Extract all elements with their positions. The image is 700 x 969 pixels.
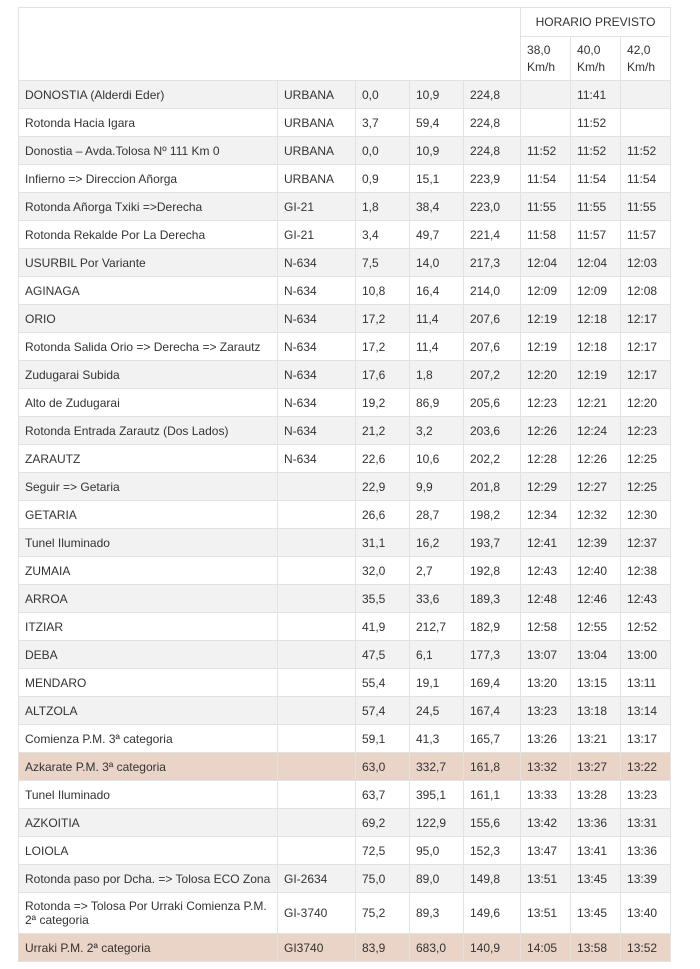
time-42-cell: 12:17: [621, 333, 671, 361]
partial-cell: 89,0: [410, 865, 464, 893]
time-42-cell: 12:08: [621, 277, 671, 305]
road-cell: URBANA: [278, 137, 356, 165]
time-40-cell: 13:15: [571, 669, 621, 697]
partial-cell: 14,0: [410, 249, 464, 277]
table-row-highlighted: [19, 934, 671, 962]
time-38-cell: 12:04: [521, 249, 571, 277]
remaining-cell: 149,6: [464, 893, 521, 934]
time-38-cell: 12:26: [521, 417, 571, 445]
partial-cell: 11,4: [410, 333, 464, 361]
time-42-cell: [621, 109, 671, 137]
remaining-cell: 205,6: [464, 389, 521, 417]
place-cell: Zudugarai Subida: [19, 361, 278, 389]
time-42-cell: 13:00: [621, 641, 671, 669]
time-40-cell: 11:52: [571, 137, 621, 165]
schedule-group-header: HORARIO PREVISTO: [521, 8, 671, 37]
time-42-cell: 13:11: [621, 669, 671, 697]
remaining-cell: 217,3: [464, 249, 521, 277]
table-row: [19, 417, 671, 445]
km-cell: 10,8: [356, 277, 410, 305]
remaining-cell: 177,3: [464, 641, 521, 669]
time-38-cell: 13:20: [521, 669, 571, 697]
remaining-cell: 152,3: [464, 837, 521, 865]
time-40-cell: 12:40: [571, 557, 621, 585]
time-38-cell: 13:23: [521, 697, 571, 725]
road-cell: N-634: [278, 389, 356, 417]
table-row: [19, 445, 671, 473]
place-cell: ALTZOLA: [19, 697, 278, 725]
time-40-cell: 11:55: [571, 193, 621, 221]
time-42-cell: 12:25: [621, 445, 671, 473]
place-cell: Alto de Zudugarai: [19, 389, 278, 417]
time-42-cell: 11:55: [621, 193, 671, 221]
time-40-cell: 12:21: [571, 389, 621, 417]
road-cell: [278, 473, 356, 501]
remaining-cell: 224,8: [464, 81, 521, 109]
km-cell: 32,0: [356, 557, 410, 585]
partial-cell: 395,1: [410, 781, 464, 809]
place-cell: Tunel Iluminado: [19, 781, 278, 809]
time-38-cell: 13:47: [521, 837, 571, 865]
km-cell: 75,2: [356, 893, 410, 934]
place-cell: ZUMAIA: [19, 557, 278, 585]
km-cell: 69,2: [356, 809, 410, 837]
time-42-cell: 12:52: [621, 613, 671, 641]
partial-cell: 9,9: [410, 473, 464, 501]
partial-cell: 59,4: [410, 109, 464, 137]
road-cell: GI-21: [278, 221, 356, 249]
road-cell: N-634: [278, 361, 356, 389]
time-40-cell: 13:18: [571, 697, 621, 725]
time-40-cell: 12:18: [571, 333, 621, 361]
time-42-cell: 12:43: [621, 585, 671, 613]
road-cell: GI-3740: [278, 893, 356, 934]
remaining-cell: 223,0: [464, 193, 521, 221]
km-cell: 57,4: [356, 697, 410, 725]
time-42-cell: 11:57: [621, 221, 671, 249]
time-40-cell: 12:26: [571, 445, 621, 473]
partial-cell: 3,2: [410, 417, 464, 445]
km-cell: 0,0: [356, 81, 410, 109]
partial-cell: 95,0: [410, 837, 464, 865]
road-cell: [278, 697, 356, 725]
table-row: [19, 781, 671, 809]
time-40-cell: 12:27: [571, 473, 621, 501]
time-42-cell: 12:17: [621, 305, 671, 333]
km-cell: 83,9: [356, 934, 410, 962]
remaining-cell: 198,2: [464, 501, 521, 529]
km-cell: 35,5: [356, 585, 410, 613]
time-38-cell: 12:19: [521, 305, 571, 333]
time-38-cell: 13:33: [521, 781, 571, 809]
table-row: [19, 333, 671, 361]
partial-cell: 28,7: [410, 501, 464, 529]
road-cell: [278, 557, 356, 585]
speed-header-40: 40,0 Km/h: [571, 37, 621, 81]
partial-cell: 10,6: [410, 445, 464, 473]
place-cell: MENDARO: [19, 669, 278, 697]
place-cell: Azkarate P.M. 3ª categoria: [19, 753, 278, 781]
km-cell: 17,2: [356, 305, 410, 333]
partial-cell: 24,5: [410, 697, 464, 725]
km-cell: 1,8: [356, 193, 410, 221]
table-header: [19, 8, 671, 81]
time-42-cell: 13:39: [621, 865, 671, 893]
partial-cell: 16,2: [410, 529, 464, 557]
time-40-cell: 12:04: [571, 249, 621, 277]
table-row: [19, 725, 671, 753]
time-42-cell: 12:17: [621, 361, 671, 389]
time-38-cell: 12:43: [521, 557, 571, 585]
place-cell: DONOSTIA (Alderdi Eder): [19, 81, 278, 109]
remaining-cell: 201,8: [464, 473, 521, 501]
time-38-cell: 13:32: [521, 753, 571, 781]
km-cell: 22,6: [356, 445, 410, 473]
time-38-cell: 11:58: [521, 221, 571, 249]
table-row: [19, 249, 671, 277]
road-cell: [278, 725, 356, 753]
partial-cell: 41,3: [410, 725, 464, 753]
remaining-cell: 167,4: [464, 697, 521, 725]
time-42-cell: 12:03: [621, 249, 671, 277]
table-row: [19, 137, 671, 165]
time-38-cell: 13:42: [521, 809, 571, 837]
time-38-cell: 12:34: [521, 501, 571, 529]
time-42-cell: 13:14: [621, 697, 671, 725]
place-cell: AZKOITIA: [19, 809, 278, 837]
time-42-cell: 11:54: [621, 165, 671, 193]
road-cell: [278, 669, 356, 697]
remaining-cell: 161,1: [464, 781, 521, 809]
partial-cell: 86,9: [410, 389, 464, 417]
table-row: [19, 837, 671, 865]
time-42-cell: 13:36: [621, 837, 671, 865]
table-row: [19, 613, 671, 641]
remaining-cell: 203,6: [464, 417, 521, 445]
time-40-cell: 12:32: [571, 501, 621, 529]
time-42-cell: 13:22: [621, 753, 671, 781]
place-cell: ITZIAR: [19, 613, 278, 641]
remaining-cell: 149,8: [464, 865, 521, 893]
time-38-cell: 12:19: [521, 333, 571, 361]
road-cell: N-634: [278, 445, 356, 473]
place-cell: Tunel Iluminado: [19, 529, 278, 557]
table-body: [19, 81, 671, 962]
time-42-cell: 12:37: [621, 529, 671, 557]
road-cell: N-634: [278, 277, 356, 305]
schedule-table: [18, 7, 671, 962]
table-row: [19, 697, 671, 725]
km-cell: 55,4: [356, 669, 410, 697]
remaining-cell: 223,9: [464, 165, 521, 193]
km-cell: 17,6: [356, 361, 410, 389]
table-row: [19, 641, 671, 669]
place-cell: Urraki P.M. 2ª categoria: [19, 934, 278, 962]
remaining-cell: 207,2: [464, 361, 521, 389]
time-38-cell: 14:05: [521, 934, 571, 962]
road-cell: [278, 781, 356, 809]
road-cell: URBANA: [278, 81, 356, 109]
time-40-cell: 13:28: [571, 781, 621, 809]
remaining-cell: 169,4: [464, 669, 521, 697]
remaining-cell: 202,2: [464, 445, 521, 473]
road-cell: [278, 837, 356, 865]
time-42-cell: [621, 81, 671, 109]
partial-cell: 212,7: [410, 613, 464, 641]
place-cell: Comienza P.M. 3ª categoria: [19, 725, 278, 753]
km-cell: 63,0: [356, 753, 410, 781]
time-42-cell: 13:52: [621, 934, 671, 962]
time-40-cell: 13:36: [571, 809, 621, 837]
table-row: [19, 501, 671, 529]
km-cell: 21,2: [356, 417, 410, 445]
km-cell: 31,1: [356, 529, 410, 557]
road-cell: [278, 641, 356, 669]
route-schedule: [18, 7, 670, 962]
place-cell: AGINAGA: [19, 277, 278, 305]
time-40-cell: 12:09: [571, 277, 621, 305]
place-cell: Rotonda Entrada Zarautz (Dos Lados): [19, 417, 278, 445]
road-cell: [278, 529, 356, 557]
time-40-cell: 13:04: [571, 641, 621, 669]
time-38-cell: 11:52: [521, 137, 571, 165]
road-cell: GI3740: [278, 934, 356, 962]
table-row: [19, 361, 671, 389]
remaining-cell: 189,3: [464, 585, 521, 613]
time-40-cell: 12:39: [571, 529, 621, 557]
time-42-cell: 12:30: [621, 501, 671, 529]
partial-cell: 332,7: [410, 753, 464, 781]
time-40-cell: 13:45: [571, 893, 621, 934]
time-40-cell: 12:19: [571, 361, 621, 389]
time-40-cell: 13:41: [571, 837, 621, 865]
road-cell: [278, 501, 356, 529]
remaining-cell: 182,9: [464, 613, 521, 641]
partial-cell: 15,1: [410, 165, 464, 193]
time-38-cell: 13:07: [521, 641, 571, 669]
table-row: [19, 165, 671, 193]
km-cell: 59,1: [356, 725, 410, 753]
remaining-cell: 193,7: [464, 529, 521, 557]
place-cell: Rotonda => Tolosa Por Urraki Comienza P.M. 2ª categoria: [19, 893, 278, 934]
time-42-cell: 12:25: [621, 473, 671, 501]
time-38-cell: 12:58: [521, 613, 571, 641]
place-cell: DEBA: [19, 641, 278, 669]
place-cell: GETARIA: [19, 501, 278, 529]
km-cell: 72,5: [356, 837, 410, 865]
partial-cell: 2,7: [410, 557, 464, 585]
time-40-cell: 13:45: [571, 865, 621, 893]
table-row: [19, 193, 671, 221]
time-38-cell: 13:51: [521, 865, 571, 893]
road-cell: GI-2634: [278, 865, 356, 893]
remaining-cell: 224,8: [464, 137, 521, 165]
km-cell: 47,5: [356, 641, 410, 669]
road-cell: URBANA: [278, 109, 356, 137]
time-38-cell: 13:51: [521, 893, 571, 934]
table-row: [19, 109, 671, 137]
time-40-cell: 13:21: [571, 725, 621, 753]
remaining-cell: 140,9: [464, 934, 521, 962]
partial-cell: 10,9: [410, 137, 464, 165]
table-row: [19, 865, 671, 893]
table-row: [19, 809, 671, 837]
time-42-cell: 12:38: [621, 557, 671, 585]
table-row-highlighted: [19, 753, 671, 781]
table-row: [19, 585, 671, 613]
km-cell: 3,4: [356, 221, 410, 249]
partial-cell: 683,0: [410, 934, 464, 962]
time-38-cell: 12:41: [521, 529, 571, 557]
remaining-cell: 224,8: [464, 109, 521, 137]
time-42-cell: 12:20: [621, 389, 671, 417]
time-42-cell: 13:23: [621, 781, 671, 809]
partial-cell: 38,4: [410, 193, 464, 221]
place-cell: Rotonda Añorga Txiki =>Derecha: [19, 193, 278, 221]
time-38-cell: 12:23: [521, 389, 571, 417]
remaining-cell: 161,8: [464, 753, 521, 781]
header-blank: [19, 8, 521, 81]
road-cell: [278, 585, 356, 613]
time-42-cell: 12:23: [621, 417, 671, 445]
km-cell: 63,7: [356, 781, 410, 809]
time-40-cell: 12:55: [571, 613, 621, 641]
km-cell: 75,0: [356, 865, 410, 893]
time-40-cell: 13:27: [571, 753, 621, 781]
place-cell: LOIOLA: [19, 837, 278, 865]
time-40-cell: 13:58: [571, 934, 621, 962]
time-40-cell: 12:18: [571, 305, 621, 333]
speed-header-42: 42,0 Km/h: [621, 37, 671, 81]
km-cell: 7,5: [356, 249, 410, 277]
road-cell: [278, 753, 356, 781]
remaining-cell: 221,4: [464, 221, 521, 249]
table-row: [19, 305, 671, 333]
table-row: [19, 81, 671, 109]
km-cell: 22,9: [356, 473, 410, 501]
time-42-cell: 13:17: [621, 725, 671, 753]
time-38-cell: [521, 109, 571, 137]
time-40-cell: 11:52: [571, 109, 621, 137]
table-row: [19, 473, 671, 501]
time-38-cell: 12:48: [521, 585, 571, 613]
road-cell: [278, 809, 356, 837]
partial-cell: 6,1: [410, 641, 464, 669]
road-cell: N-634: [278, 333, 356, 361]
partial-cell: 33,6: [410, 585, 464, 613]
table-row: [19, 389, 671, 417]
time-38-cell: 13:26: [521, 725, 571, 753]
partial-cell: 89,3: [410, 893, 464, 934]
place-cell: Donostia – Avda.Tolosa Nº 111 Km 0: [19, 137, 278, 165]
time-38-cell: 12:09: [521, 277, 571, 305]
km-cell: 0,9: [356, 165, 410, 193]
remaining-cell: 214,0: [464, 277, 521, 305]
road-cell: [278, 613, 356, 641]
table-row: [19, 557, 671, 585]
time-38-cell: 12:28: [521, 445, 571, 473]
remaining-cell: 155,6: [464, 809, 521, 837]
time-38-cell: [521, 81, 571, 109]
road-cell: N-634: [278, 305, 356, 333]
km-cell: 17,2: [356, 333, 410, 361]
time-38-cell: 12:20: [521, 361, 571, 389]
road-cell: URBANA: [278, 165, 356, 193]
table-row: [19, 221, 671, 249]
km-cell: 0,0: [356, 137, 410, 165]
partial-cell: 19,1: [410, 669, 464, 697]
partial-cell: 10,9: [410, 81, 464, 109]
place-cell: Rotonda Rekalde Por La Derecha: [19, 221, 278, 249]
place-cell: Rotonda paso por Dcha. => Tolosa ECO Zona: [19, 865, 278, 893]
road-cell: GI-21: [278, 193, 356, 221]
time-38-cell: 11:55: [521, 193, 571, 221]
time-38-cell: 12:29: [521, 473, 571, 501]
time-40-cell: 12:46: [571, 585, 621, 613]
partial-cell: 1,8: [410, 361, 464, 389]
km-cell: 19,2: [356, 389, 410, 417]
place-cell: USURBIL Por Variante: [19, 249, 278, 277]
remaining-cell: 207,6: [464, 305, 521, 333]
partial-cell: 11,4: [410, 305, 464, 333]
table-row: [19, 277, 671, 305]
remaining-cell: 165,7: [464, 725, 521, 753]
time-40-cell: 11:41: [571, 81, 621, 109]
partial-cell: 122,9: [410, 809, 464, 837]
time-42-cell: 13:31: [621, 809, 671, 837]
table-row: [19, 893, 671, 934]
table-row: [19, 529, 671, 557]
place-cell: ZARAUTZ: [19, 445, 278, 473]
km-cell: 41,9: [356, 613, 410, 641]
remaining-cell: 207,6: [464, 333, 521, 361]
place-cell: Infierno => Direccion Añorga: [19, 165, 278, 193]
place-cell: Rotonda Hacia Igara: [19, 109, 278, 137]
road-cell: N-634: [278, 249, 356, 277]
time-40-cell: 12:24: [571, 417, 621, 445]
road-cell: N-634: [278, 417, 356, 445]
place-cell: Seguir => Getaria: [19, 473, 278, 501]
time-42-cell: 11:52: [621, 137, 671, 165]
partial-cell: 16,4: [410, 277, 464, 305]
time-42-cell: 13:40: [621, 893, 671, 934]
time-38-cell: 11:54: [521, 165, 571, 193]
table-row: [19, 669, 671, 697]
place-cell: Rotonda Salida Orio => Derecha => Zarautz: [19, 333, 278, 361]
time-40-cell: 11:54: [571, 165, 621, 193]
time-40-cell: 11:57: [571, 221, 621, 249]
km-cell: 26,6: [356, 501, 410, 529]
place-cell: ARROA: [19, 585, 278, 613]
speed-header-38: 38,0 Km/h: [521, 37, 571, 81]
remaining-cell: 192,8: [464, 557, 521, 585]
km-cell: 3,7: [356, 109, 410, 137]
partial-cell: 49,7: [410, 221, 464, 249]
place-cell: ORIO: [19, 305, 278, 333]
